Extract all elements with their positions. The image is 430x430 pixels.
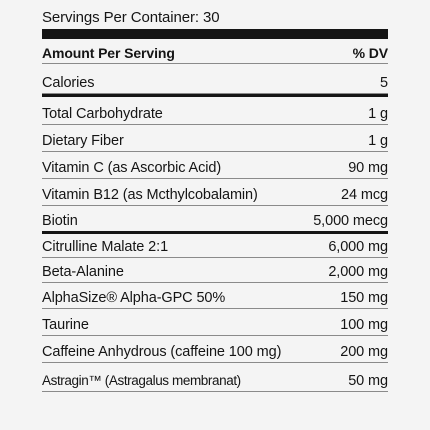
row-amount: 24 mcg xyxy=(341,186,388,203)
row-name: Biotin xyxy=(42,212,78,229)
heavy-divider xyxy=(42,29,388,39)
row-name: Citrulline Malate 2:1 xyxy=(42,238,169,255)
row-name: Calories xyxy=(42,74,95,91)
dv-label: % DV xyxy=(352,44,388,61)
row-amount: 50 mg xyxy=(348,372,388,389)
row-astragin xyxy=(42,370,388,392)
divider xyxy=(42,224,388,234)
row-alphasize xyxy=(42,287,388,309)
row-amount: 6,000 mg xyxy=(328,238,388,255)
row-citrulline-malate xyxy=(42,236,388,258)
row-beta-alanine xyxy=(42,261,388,283)
column-header-row xyxy=(42,42,388,64)
row-name: Vitamin C (as Ascorbic Acid) xyxy=(42,159,222,176)
row-dietary-fiber xyxy=(42,130,388,152)
row-amount: 200 mg xyxy=(340,343,388,360)
row-caffeine xyxy=(42,341,388,363)
row-amount: 2,000 mg xyxy=(328,263,388,280)
row-amount: 5,000 mecg xyxy=(313,212,388,229)
divider xyxy=(42,83,388,97)
row-name: Taurine xyxy=(42,316,89,333)
row-name: Dietary Fiber xyxy=(42,132,124,149)
row-taurine xyxy=(42,314,388,336)
row-vitamin-b12 xyxy=(42,184,388,206)
row-name: Astragin™ (Astragalus membranat) xyxy=(42,373,241,388)
row-amount: 100 mg xyxy=(340,316,388,333)
row-amount: 90 mg xyxy=(348,159,388,176)
row-name: Vitamin B12 (as Mcthylcobalamin) xyxy=(42,186,258,203)
row-name: Total Carbohydrate xyxy=(42,105,163,122)
amount-per-serving-label: Amount Per Serving xyxy=(42,44,175,61)
row-name: AlphaSize® Alpha-GPC 50% xyxy=(42,289,226,306)
row-amount: 1 g xyxy=(368,132,388,149)
row-amount: 5 xyxy=(380,74,388,91)
nutrition-facts-panel xyxy=(42,0,388,430)
row-amount: 1 g xyxy=(368,105,388,122)
row-name: Beta-Alanine xyxy=(42,263,124,280)
row-total-carbohydrate xyxy=(42,103,388,125)
servings-per-container: Servings Per Container: 30 xyxy=(42,9,220,26)
row-amount: 150 mg xyxy=(340,289,388,306)
row-name: Caffeine Anhydrous (caffeine 100 mg) xyxy=(42,343,282,360)
row-vitamin-c xyxy=(42,157,388,179)
